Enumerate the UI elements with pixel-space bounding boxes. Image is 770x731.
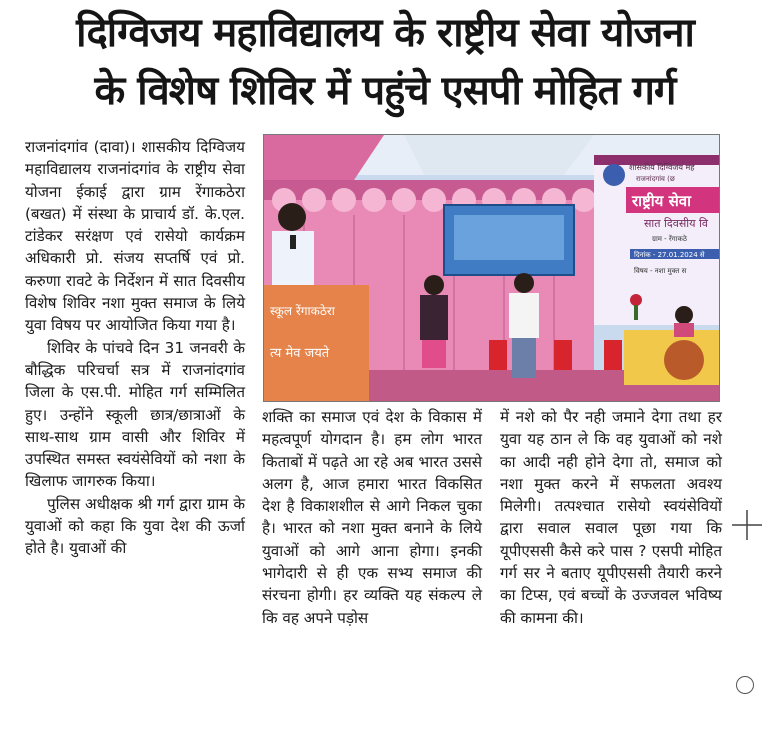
article-column-1 — [25, 136, 245, 560]
headline-line-2: के विशेष शिविर में पहुंचे एसपी मोहित गर्ग — [94, 68, 676, 114]
svg-text:राष्ट्रीय सेवा: राष्ट्रीय सेवा — [632, 192, 691, 210]
svg-text:त्य मेव जयते: त्य मेव जयते — [270, 346, 330, 361]
paragraph: पुलिस अधीक्षक श्री गर्ग द्वारा ग्राम के युवाओं को कहा कि युवा देश की ऊर्जा होते है। युवाओं की — [25, 494, 245, 558]
crosshair-icon — [732, 510, 762, 540]
article-column-3 — [500, 406, 722, 629]
svg-text:ग्राम - रेंगाकठे: ग्राम - रेंगाकठे — [652, 235, 687, 243]
paragraph: राजनांदगांव (दावा)। शासकीय दिग्विजय महाविद्यालय राजनांदगांव के राष्ट्रीय सेवा योजना ईकाई द्वारा ग्राम रेंगाकठेरा (बखत) में संस्था के प्राचार्य डॉ. के.एल. टांडेकर सरंक्षण एवं रासेयो कार्यक्रम अधिकारी प्रो. संजय सप्तर्षि एवं प्रो. करुणा रावटे के निर्देशन में सात दिवसीय विशेष शिविर नशा मुक्त समाज के लिये युवा विषय पर आयोजित किया गया है। — [25, 138, 245, 335]
circle-icon — [736, 676, 754, 694]
paragraph: में नशे को पैर नही जमाने देगा तथा हर युवा यह ठान ले कि वह युवाओं को नशे का आदी नही होने देगा तो, समाज को नशा मुक्त करने में सफलता अवश्य मिलेगी। तत्पश्चात रासेयो स्वयंसेवियों द्वारा सवाल सवाल पूछा गया कि यूपीएससी कैसे करे पास ? एसपी मोहित गर्ग सर ने बताए यूपीएससी तैयारी करने का टिप्स, एवं बच्चों के उज्जवल भविष्य की कामना की। — [500, 408, 722, 627]
headline-line-1: दिग्विजय महाविद्यालय के राष्ट्रीय सेवा योजना — [76, 10, 694, 56]
paragraph: शिविर के पांचवे दिन 31 जनवरी के बौद्धिक परिचर्चा सत्र में राजनांदगांव जिला के एस.पी. मोहित गर्ग सम्मिलित हुए। उन्होंने स्कूली छात्र/छात्राओं के साथ-साथ ग्राम वासी और शिविर में उपस्थित समस्त स्वयंसेवियों को नशा के खिलाफ जागरुक किया। — [25, 338, 245, 491]
paragraph: शक्ति का समाज एवं देश के विकास में महत्वपूर्ण योगदान है। हम लोग भारत किताबों में पढ़ते आ रहे अब भारत उससे अलग है, आज हमारा भारत विकसित देश है विकाशशील से आगे निकल चुका है। भारत को नशा मुक्त बनाने के लिये युवाओं को आगे आना होगा। इनकी भागेदारी से ही एक सभ्य समाज की संरचना होगी। हर व्यक्ति यह संकल्प ले कि वह अपने पड़ोस — [262, 408, 482, 627]
svg-text:राजनांदगांव (छ: राजनांदगांव (छ — [636, 175, 675, 183]
svg-text:सात दिवसीय वि: सात दिवसीय वि — [644, 217, 708, 230]
svg-text:दिनांक - 27.01.2024 से: दिनांक - 27.01.2024 से — [634, 251, 705, 259]
svg-text:शासकीय दिग्विजय मह: शासकीय दिग्विजय मह — [629, 163, 695, 172]
svg-text:विषय - नशा मुक्त स: विषय - नशा मुक्त स — [634, 267, 687, 275]
news-photo — [263, 134, 720, 402]
article-column-2 — [262, 406, 482, 629]
svg-text:स्कूल रेंगाकठेरा: स्कूल रेंगाकठेरा — [270, 304, 335, 318]
